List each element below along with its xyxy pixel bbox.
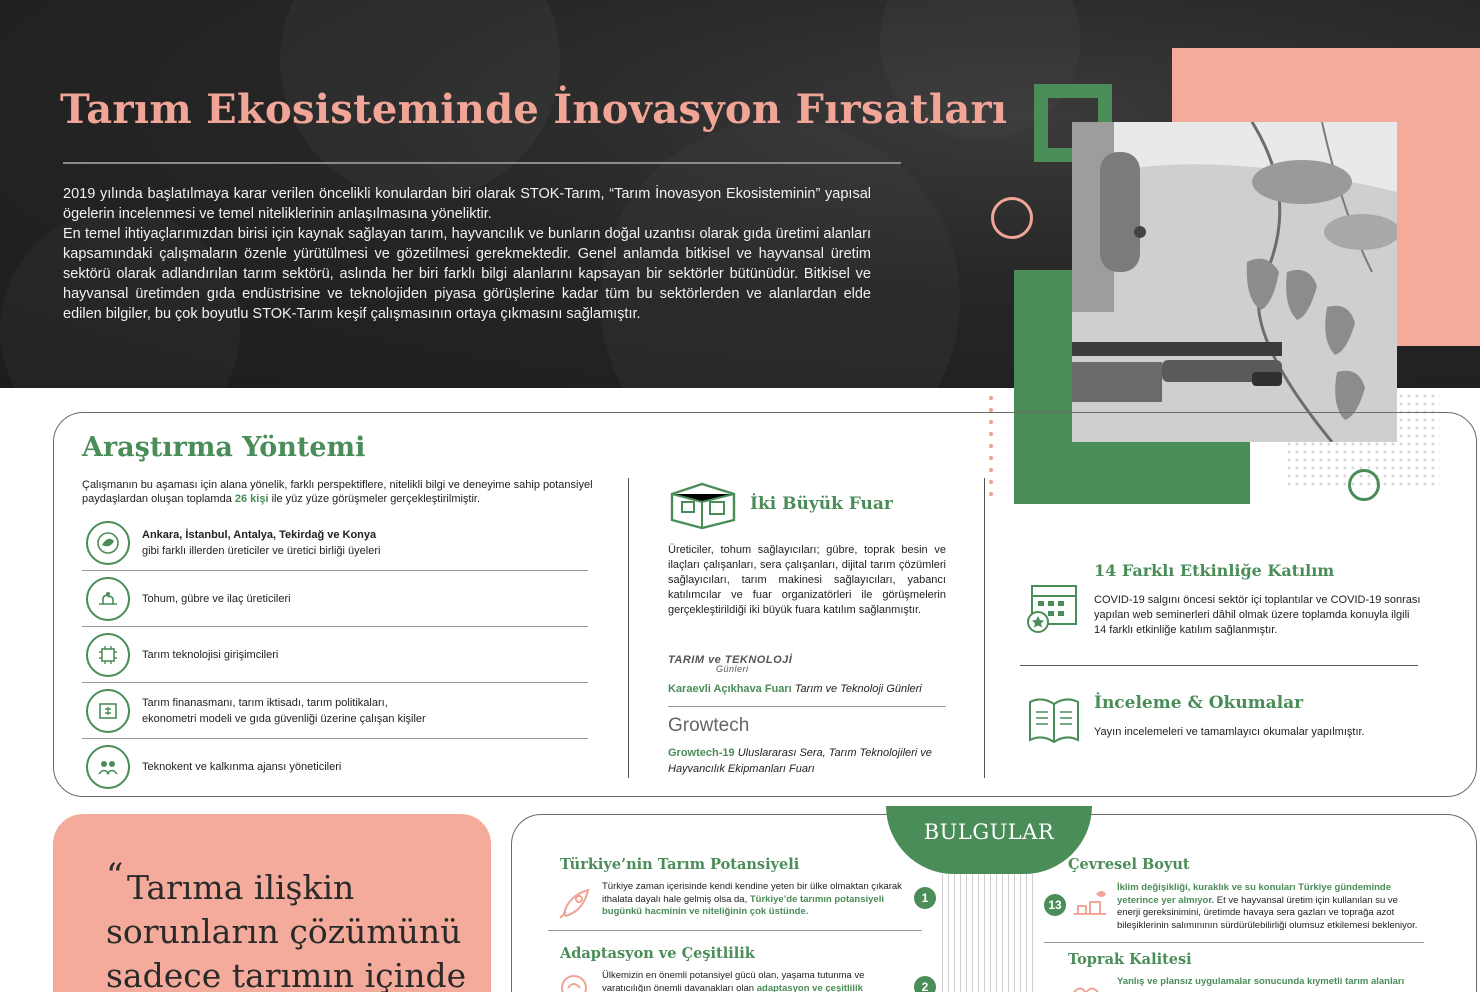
pink-ring-decor <box>991 197 1033 239</box>
finding-number: 2 <box>914 976 936 992</box>
list-item-text <box>142 527 380 559</box>
list-item-bold: Ankara, İstanbul, Antalya, Tekirdağ ve Konya <box>142 528 377 541</box>
research-title: Araştırma Yöntemi <box>82 432 366 463</box>
intro-highlight: 26 kişi <box>234 493 269 505</box>
book-icon <box>1026 692 1082 751</box>
finding-text <box>1117 976 1423 989</box>
fair-1-rest: Tarım ve Teknoloji Günleri <box>791 683 922 695</box>
quote-text <box>106 866 486 992</box>
reading-title: İnceleme & Okumalar <box>1094 693 1304 713</box>
fair-1-bold: Karaevli Açıkhava Fuarı <box>668 683 792 695</box>
findings-stripes <box>942 874 1036 992</box>
logo-text: TARIM ve TEKNOLOJİ <box>668 654 793 666</box>
quote-mark: “ <box>106 856 124 896</box>
finding-body: Türkiye zaman içerisinde kendi kendine yeten bir ülke olmaktan çıkarak ithalata dayalı hale gelmiş olsa da, <box>602 881 902 905</box>
list-item <box>82 683 588 739</box>
tarim-teknoloji-logo <box>668 654 792 674</box>
finding-title: Türkiye’nin Tarım Potansiyeli <box>560 856 800 873</box>
tech-icon <box>86 633 130 677</box>
finding-body: Et ve hayvansal üretim için kullanılan su ve enerji gereksinimini, üretimde havaya sera gazları ve toprağa azot bileşiklerinin salımınının sürdürülebilirliği olumsuz etkilemesi bekleniyor. <box>1117 894 1418 931</box>
environment-icon <box>1070 884 1110 924</box>
calendar-icon <box>1024 580 1080 641</box>
fair-divider <box>668 706 946 707</box>
finding-title: Çevresel Boyut <box>1068 856 1190 873</box>
fair-2-rest: Uluslararası Sera, Tarım Teknolojileri ve Hayvancılık Ekipmanları Fuarı <box>668 747 932 775</box>
list-item <box>82 515 588 571</box>
finding-body: Ülkemizin en önemli potansiyel gücü olan, yaşama tutunma ve varatıcılığın önemli davanakları olan <box>602 970 865 992</box>
column-divider-1 <box>628 478 629 778</box>
list-item-text <box>142 695 426 727</box>
finding-text <box>1117 882 1423 932</box>
intro-text: Çalışmanın bu aşaması için alana yönelik, farklı perspektiflere, nitelikli bilgi ve deneyime sahip potansiyel paydaşlardan oluşan toplamda <box>82 479 593 505</box>
list-item-label: gibi farklı illerden üreticiler ve üretici birliği üyeleri <box>142 544 381 557</box>
logo-subtext: Günleri <box>716 664 749 674</box>
finding-title: Toprak Kalitesi <box>1068 951 1192 968</box>
fairs-text: Üreticiler, tohum sağlayıcıları; gübre, toprak besin ve ilaçları çalışanları, sera çalışanları, dijital tarım çözümleri sağlayıcıları, tarım makinesi sağlayıcıları, yabancı katılımcılar ve fuar organizatörleri ile görüşmelerin gerçekleştirildiği iki büyük fuara katılım sağlanmıştır. <box>668 544 946 616</box>
photo-illustration <box>1072 122 1397 442</box>
quote-body: Tarıma ilişkin sorunların çözümünü sadece tarımın içinde <box>106 868 467 992</box>
participant-list <box>82 515 588 795</box>
robot-strawberry-photo <box>1072 122 1397 442</box>
title-divider <box>63 162 901 164</box>
seed-icon <box>86 577 130 621</box>
fair-2-name <box>668 745 953 777</box>
finding-number: 1 <box>914 887 936 909</box>
hero-paragraph-1: 2019 yılında başlatılmaya karar verilen öncelikli konulardan biri olarak STOK-Tarım, “Tarım İnovasyon Ekosisteminin” yapısal ögelerin incelenmesi ve temel niteliklerinin anlaşılmasına yöneliktir. <box>63 186 871 222</box>
hero-paragraph-2: En temel ihtiyaçlarımızdan birisi için kaynak sağlayan tarım, hayvancılık ve bunların doğal uzantısı olarak gıda üretimi alanları kapsamındaki çalışmaların özenle yürütülmesi ve gözetilmesi gerekmektedir. Genel anlamda bitkisel ve hayvansal üretim sektörü olarak adlandırılan tarım sektörü, aslında her biri farklı bilgi alanlarını kapsayan bir sektörler bütünüdür. Bitkisel ve hayvansal üretimden gıda endüstrisine ve teknolojiden piyasa görüşlerine kadar tüm bu sektörlerden ve alanlardan elde edilen bilgiler, bu çok boyutlu STOK-Tarım keşif çalışmasının ortaya çıkmasını sağlamıştır. <box>63 226 871 322</box>
finding-divider <box>548 930 922 931</box>
finance-icon <box>86 689 130 733</box>
fairs-title: İki Büyük Fuar <box>750 494 893 514</box>
events-text: COVID-19 salgını öncesi sektör içi toplantılar ve COVID-19 sonrası yapılan web seminerleri dâhil olmak üzere toplamda konuyla ilgili 14 farklı etkinliğe katılım sağlanmıştır. <box>1094 594 1421 636</box>
list-item <box>82 571 588 627</box>
list-item-line-1: Tarım finanasmanı, tarım iktisadı, tarım politikaları, <box>142 696 388 709</box>
adaptation-icon <box>554 968 594 992</box>
soil-icon <box>1066 975 1106 992</box>
fair-booth-icon <box>668 480 738 535</box>
finding-title: Adaptasyon ve Çeşitlilik <box>560 945 755 962</box>
finding-divider <box>1044 942 1424 943</box>
findings-label: BULGULAR <box>923 820 1055 844</box>
leaf-icon <box>86 521 130 565</box>
rocket-icon <box>554 884 594 924</box>
finding-highlight: İklim değişikliği, kuraklık ve su konuları Türkiye gündeminde yeterince yer almıyor. <box>1117 882 1392 906</box>
hero-intro <box>63 184 871 324</box>
finding-highlight: Yanlış ve plansız uygulamalar sonucunda kıymetli tarım alanları <box>1117 976 1405 987</box>
growtech-logo: Growtech <box>668 715 750 736</box>
list-item <box>82 739 588 795</box>
list-item-text: Tarım teknolojisi girişimcileri <box>142 648 279 661</box>
fair-2-bold: Growtech-19 <box>668 747 735 759</box>
fair-1-name <box>668 683 958 695</box>
finding-highlight: adaptasyon ve çeşitlilik <box>756 982 863 992</box>
list-item-text: Tohum, gübre ve ilaç üreticileri <box>142 592 291 605</box>
people-icon <box>86 745 130 789</box>
page-title: Tarım Ekosisteminde İnovasyon Fırsatları <box>60 86 1008 133</box>
finding-number: 13 <box>1044 894 1066 916</box>
research-intro <box>82 478 602 506</box>
finding-highlight: Türkiye’de tarımın potansiyeli bugünkü hacminin ve niteliğinin çok üstünde. <box>602 893 884 917</box>
list-item-text: Teknokent ve kalkınma ajansı yöneticileri <box>142 761 342 773</box>
list-item <box>82 627 588 683</box>
list-item-line-2: ekonometri modeli ve gıda güvenliği üzerine çalışan kişiler <box>142 712 426 725</box>
finding-text <box>602 970 908 992</box>
events-title: 14 Farklı Etkinliğe Katılım <box>1094 561 1335 580</box>
column-divider-2 <box>984 478 985 778</box>
events-divider <box>1020 665 1418 666</box>
finding-text <box>602 881 908 919</box>
reading-text: Yayın incelemeleri ve tamamlayıcı okumalar yapılmıştır. <box>1094 726 1365 738</box>
intro-text-end: ile yüz yüze görüşmeler gerçekleştirilmiştir. <box>268 493 481 505</box>
